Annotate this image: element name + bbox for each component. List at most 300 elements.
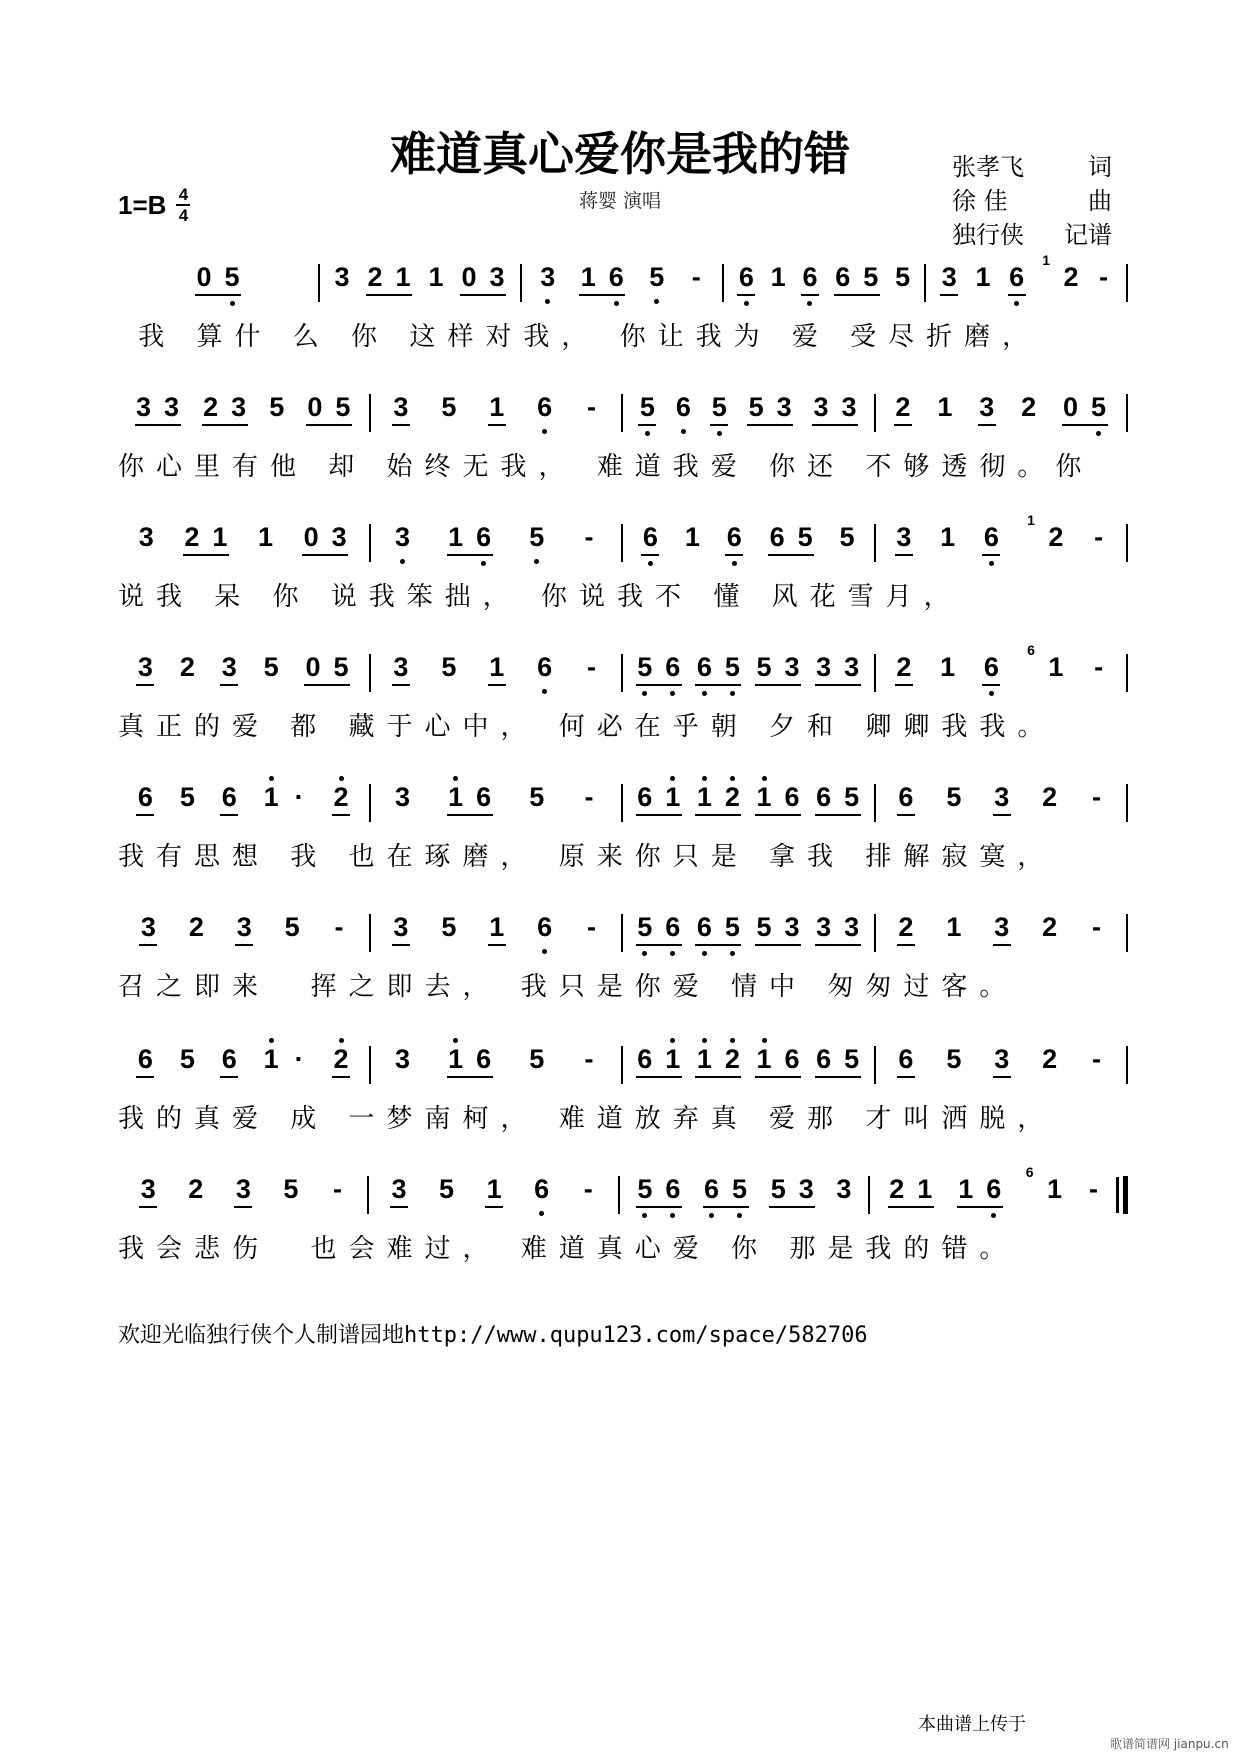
measure [876, 912, 1127, 946]
beamed-note-group [815, 652, 861, 686]
note-digit: - [1092, 782, 1101, 812]
note-digit: 2 [724, 1044, 740, 1074]
note-digit: 1 [448, 782, 464, 812]
note-digit: 5 [529, 782, 545, 812]
measure [876, 642, 1127, 686]
note-digit: 5 [269, 392, 285, 422]
beamed-note-group [888, 1174, 934, 1208]
note-digit: 1 [940, 522, 956, 552]
notation-row [118, 512, 1128, 570]
note-digit: 1 [696, 782, 712, 812]
note-digit: - [1099, 262, 1109, 292]
note-digit: 1 [486, 1174, 502, 1204]
note-digit: 3 [994, 1044, 1010, 1074]
beamed-note-group [897, 912, 915, 946]
note-digit: 1 [258, 522, 274, 552]
note-digit: 6 [784, 782, 800, 812]
note-digit: 2 [1048, 522, 1064, 552]
notation-row [118, 642, 1128, 700]
measure [371, 782, 622, 816]
note [1025, 1164, 1063, 1205]
note-digit: 0 [305, 652, 321, 682]
score-system [118, 512, 1128, 616]
note [529, 1044, 545, 1075]
credits [952, 150, 1112, 252]
beamed-note-group [897, 1044, 915, 1078]
beamed-note-group [725, 522, 743, 556]
lyrics-line: 真正的爱 都 藏于心中， 何必在乎朝 夕和 卿卿我我。 [118, 712, 1056, 742]
footer-link-text: 欢迎光临独行侠个人制谱园地http://www.qupu123.com/space/582706 [118, 1323, 868, 1348]
note-digit: 1 [946, 912, 962, 942]
note-digit: 3 [334, 262, 350, 292]
measure [371, 652, 622, 686]
note-digit: 2 [889, 1174, 905, 1204]
note [263, 652, 279, 683]
notation-row [118, 912, 1128, 960]
note-digit: 3 [140, 912, 156, 942]
score-system [118, 782, 1128, 876]
note-digit: 1 [489, 912, 505, 942]
beamed-note-group [636, 782, 682, 816]
barline [1126, 654, 1128, 692]
note-digit: 5 [284, 912, 300, 942]
note-digit: 6 [784, 1044, 800, 1074]
note-digit: - [1094, 652, 1104, 682]
site-watermark: 歌谱简谱网 jianpu.cn [1110, 1737, 1229, 1751]
note [179, 1044, 195, 1075]
grace-note: 6 [1027, 642, 1035, 658]
barline [1126, 1046, 1128, 1084]
note-digit: 6 [642, 522, 658, 552]
note-digit: 3 [896, 522, 912, 552]
beamed-note-group [940, 262, 958, 296]
note-digit: · [294, 1044, 304, 1074]
notation-row [118, 392, 1128, 440]
note [946, 782, 962, 813]
note [258, 522, 274, 553]
beamed-note-group [447, 782, 493, 816]
note-digit: - [587, 392, 596, 422]
note-digit: 3 [941, 262, 957, 292]
score-system [118, 392, 1128, 486]
note-digit: 6 [537, 652, 553, 682]
note-digit: 2 [203, 392, 219, 422]
upload-note: 本曲谱上传于 [918, 1714, 1026, 1735]
note [428, 262, 444, 293]
note [334, 262, 350, 293]
note [1096, 262, 1112, 293]
beamed-note-group [220, 1044, 238, 1078]
note-digit: 6 [665, 1174, 681, 1204]
beamed-note-group [332, 782, 350, 816]
measure [620, 1174, 869, 1208]
note [263, 782, 307, 813]
score-system [118, 1044, 1128, 1138]
note-digit: 1 [917, 1174, 933, 1204]
note-digit: - [584, 522, 594, 552]
note-digit: - [1088, 1174, 1098, 1204]
note [329, 1174, 345, 1205]
note-digit: 5 [637, 652, 653, 682]
beamed-note-group [710, 392, 728, 426]
final-barline [1123, 1176, 1128, 1214]
note-digit: 1 [756, 782, 772, 812]
note-digit: 6 [898, 1044, 914, 1074]
measure [623, 782, 874, 816]
beamed-note-group [812, 392, 858, 426]
measure [118, 652, 369, 686]
beamed-note-group [638, 392, 656, 426]
note [441, 912, 457, 943]
beamed-note-group [390, 1174, 408, 1208]
note [1027, 512, 1064, 553]
beamed-note-group [695, 1044, 741, 1078]
note-digit: 3 [844, 912, 860, 942]
note-digit: 3 [391, 1174, 407, 1204]
song-title: 难道真心爱你是我的错 [390, 127, 850, 181]
note-digit: 6 [137, 1044, 153, 1074]
note-digit: 5 [529, 522, 545, 552]
note-digit: 3 [236, 912, 252, 942]
note-digit: 5 [441, 392, 457, 422]
note-digit: 3 [784, 912, 800, 942]
note-digit: 3 [994, 782, 1010, 812]
barline [1126, 784, 1128, 822]
beamed-note-group [894, 392, 912, 426]
note-digit: 3 [137, 652, 153, 682]
note-digit: 6 [608, 262, 624, 292]
note-digit: 6 [476, 782, 492, 812]
note-digit: 0 [303, 522, 319, 552]
note-digit: 6 [704, 1174, 720, 1204]
beamed-note-group [234, 1174, 252, 1208]
beamed-note-group [220, 782, 238, 816]
notation-row [118, 1164, 1128, 1222]
note-digit: 5 [844, 1044, 860, 1074]
note-digit: 2 [367, 262, 383, 292]
lyrics-line: 召之即来 挥之即去， 我只是你爱 情中 匆匆过客。 [118, 972, 1018, 1002]
note-digit: 1 [580, 262, 596, 292]
note [537, 652, 553, 683]
note-digit: 3 [395, 522, 411, 552]
note-digit: 1 [937, 392, 953, 422]
note-digit: 5 [263, 652, 279, 682]
note-digit: 1 [940, 652, 956, 682]
note [540, 262, 556, 293]
note-digit: 1 [1048, 652, 1064, 682]
barline [1126, 914, 1128, 952]
note-digit: 5 [711, 392, 727, 422]
note-digit: 1 [263, 1044, 279, 1074]
beamed-note-group [755, 1044, 801, 1078]
note [1042, 1044, 1058, 1075]
measure [118, 392, 369, 426]
note-digit: 5 [333, 652, 349, 682]
transcriber-credit: 独行侠 记谱 [952, 221, 1112, 249]
note-digit: 6 [738, 262, 754, 292]
note [684, 522, 700, 553]
note-digit: - [584, 782, 594, 812]
beamed-note-group [136, 652, 154, 686]
note [1042, 782, 1058, 813]
note-digit: 3 [393, 912, 409, 942]
note-digit: 2 [188, 1174, 204, 1204]
note-digit: 5 [732, 1174, 748, 1204]
note-digit: 3 [138, 522, 154, 552]
note [584, 392, 600, 423]
note [975, 262, 991, 293]
note [529, 522, 545, 553]
beamed-note-group [392, 652, 410, 686]
note-digit: - [332, 1174, 342, 1204]
beamed-note-group [366, 262, 412, 296]
measure [623, 1044, 874, 1078]
measure [369, 1174, 618, 1208]
note-digit: 2 [179, 652, 195, 682]
composer-credit: 徐 佳 曲 [952, 187, 1112, 215]
note-digit: 3 [776, 392, 792, 422]
note-digit: 6 [665, 652, 681, 682]
note [946, 912, 962, 943]
note-digit: 2 [895, 392, 911, 422]
note-digit: 1 [395, 262, 411, 292]
note [188, 912, 204, 943]
note-digit: 1 [756, 1044, 772, 1074]
note [395, 522, 411, 553]
note [581, 522, 597, 553]
note-digit: 3 [393, 652, 409, 682]
score-system [118, 252, 1128, 356]
note [581, 782, 597, 813]
beamed-note-group [755, 912, 801, 946]
note-digit: 6 [726, 522, 742, 552]
note [537, 912, 553, 943]
beamed-note-group [755, 652, 801, 686]
note-digit: 3 [489, 262, 505, 292]
beamed-note-group [220, 652, 238, 686]
note-digit: 2 [1063, 262, 1079, 292]
beamed-note-group [695, 652, 741, 686]
note-digit: 3 [836, 1174, 852, 1204]
note [649, 262, 665, 293]
measure [876, 512, 1127, 556]
note [537, 392, 553, 423]
note-digit: 3 [164, 392, 180, 422]
note [675, 392, 691, 423]
note-digit: 5 [748, 392, 764, 422]
note-digit: 3 [393, 392, 409, 422]
beamed-note-group [747, 392, 793, 426]
note-digit: 5 [839, 522, 855, 552]
note-digit: 3 [140, 1174, 156, 1204]
note-digit: - [691, 262, 701, 292]
note-digit: - [1092, 912, 1101, 942]
note-digit: 6 [665, 912, 681, 942]
note-digit: 5 [863, 262, 879, 292]
lyrics-line: 我的真爱 成 一梦南柯， 难道放弃真 爱那 才叫洒脱， [118, 1104, 1056, 1134]
note [534, 1174, 550, 1205]
note-digit: 5 [724, 652, 740, 682]
note-digit: 5 [844, 782, 860, 812]
beamed-note-group [183, 522, 229, 556]
note-digit: 6 [637, 782, 653, 812]
beamed-note-group [768, 522, 814, 556]
lyrics-line: 你心里有他 却 始终无我， 难道我爱 你还 不够透彻。你 [118, 452, 1094, 482]
note-digit: 6 [675, 392, 691, 422]
note-digit: 5 [797, 522, 813, 552]
note-digit: - [583, 1174, 593, 1204]
note [584, 652, 600, 683]
note [1021, 392, 1037, 423]
note-digit: - [1092, 1044, 1101, 1074]
note-digit: 0 [196, 262, 212, 292]
beamed-note-group [957, 1174, 1003, 1208]
note-digit: 1 [263, 782, 279, 812]
measure [118, 522, 369, 556]
measure [870, 1164, 1119, 1208]
note-digit: 2 [896, 652, 912, 682]
score-system [118, 642, 1128, 746]
note-digit: 3 [136, 392, 152, 422]
beamed-note-group [978, 392, 996, 426]
note-digit: - [334, 912, 344, 942]
beamed-note-group [136, 1044, 154, 1078]
score-system [118, 1164, 1128, 1268]
barline [1126, 394, 1128, 432]
beamed-note-group [737, 262, 755, 296]
note-digit: 3 [994, 912, 1010, 942]
notation-row [118, 782, 1128, 830]
note-digit: 6 [802, 262, 818, 292]
measure [926, 252, 1126, 296]
note [1091, 652, 1107, 683]
note-digit: 5 [529, 1044, 545, 1074]
note [940, 522, 956, 553]
grace-note: 1 [1027, 512, 1035, 528]
note-digit: 5 [756, 652, 772, 682]
beamed-note-group [815, 782, 861, 816]
note-digit: 5 [895, 262, 911, 292]
measure [320, 262, 520, 296]
note [584, 912, 600, 943]
beamed-note-group [136, 782, 154, 816]
beamed-note-group [897, 782, 915, 816]
note [179, 652, 195, 683]
measure [623, 522, 874, 556]
note-digit: 1 [428, 262, 444, 292]
note-digit: 3 [395, 1044, 411, 1074]
note-digit: 3 [816, 912, 832, 942]
note [284, 912, 300, 943]
measure [118, 912, 369, 946]
beamed-note-group [135, 392, 181, 426]
note-digit: 5 [179, 782, 195, 812]
note-digit: 1 [448, 1044, 464, 1074]
beamed-note-group [801, 262, 819, 296]
beamed-note-group [993, 1044, 1011, 1078]
notation-row [118, 1044, 1128, 1092]
note-digit: 3 [979, 392, 995, 422]
beamed-note-group [302, 522, 348, 556]
note-digit: - [1094, 522, 1104, 552]
lyrics-line: 说我 呆 你 说我笨拙， 你说我不 懂 风花雪月， [118, 582, 962, 612]
note [1089, 1044, 1105, 1075]
grace-note: 1 [1042, 252, 1051, 268]
note-digit: 2 [333, 782, 349, 812]
beamed-note-group [895, 522, 913, 556]
note-digit: 1 [489, 652, 505, 682]
measure [876, 392, 1127, 426]
note-digit: 1 [665, 782, 681, 812]
measure [623, 912, 874, 946]
beamed-note-group [139, 912, 157, 946]
measure [371, 1044, 622, 1078]
note [770, 262, 786, 293]
measure [371, 912, 622, 946]
measure [118, 1174, 367, 1208]
note-digit: 1 [448, 522, 464, 552]
note [441, 392, 457, 423]
note-digit: 3 [813, 392, 829, 422]
note-digit: 5 [439, 1174, 455, 1204]
grace-note: 6 [1025, 1164, 1034, 1180]
note-digit: - [587, 652, 596, 682]
note [441, 652, 457, 683]
note-digit: 0 [461, 262, 477, 292]
note [937, 392, 953, 423]
measure [118, 782, 369, 816]
note-digit: 6 [1009, 262, 1025, 292]
note-digit: 3 [235, 1174, 251, 1204]
note [836, 1174, 852, 1205]
note-digit: 5 [946, 782, 962, 812]
note-digit: 6 [816, 1044, 832, 1074]
note-digit: 6 [221, 1044, 237, 1074]
note-digit: 6 [696, 652, 712, 682]
beamed-note-group [834, 262, 880, 296]
note-digit: 1 [1046, 1174, 1063, 1204]
note-digit: 6 [637, 1044, 653, 1074]
note-digit: 6 [983, 652, 999, 682]
key-label: 1=B [118, 189, 167, 220]
note-digit: 5 [946, 1044, 962, 1074]
note-digit: - [584, 1044, 594, 1074]
note [946, 1044, 962, 1075]
beamed-note-group [993, 782, 1011, 816]
note-digit: 3 [816, 652, 832, 682]
note-digit: 3 [784, 652, 800, 682]
measure [118, 262, 318, 296]
note-digit: 5 [637, 912, 653, 942]
lyrics-line: 我有思想 我 也在琢磨， 原来你只是 拿我 排解寂寞， [118, 842, 1056, 872]
note-digit: 3 [331, 522, 347, 552]
beamed-note-group [636, 912, 682, 946]
beamed-note-group [636, 652, 682, 686]
beamed-note-group [447, 1044, 493, 1078]
note-digit: 6 [696, 912, 712, 942]
note-digit: 2 [898, 912, 914, 942]
note-digit: 6 [537, 912, 553, 942]
beamed-note-group [695, 782, 741, 816]
note-digit: 3 [798, 1174, 814, 1204]
measure [371, 522, 622, 556]
score-system [118, 912, 1128, 1006]
note-digit: 6 [769, 522, 785, 552]
note-digit: 1 [489, 392, 505, 422]
barline [1126, 264, 1128, 302]
beamed-note-group [636, 1174, 682, 1208]
note-digit: 1 [684, 522, 700, 552]
